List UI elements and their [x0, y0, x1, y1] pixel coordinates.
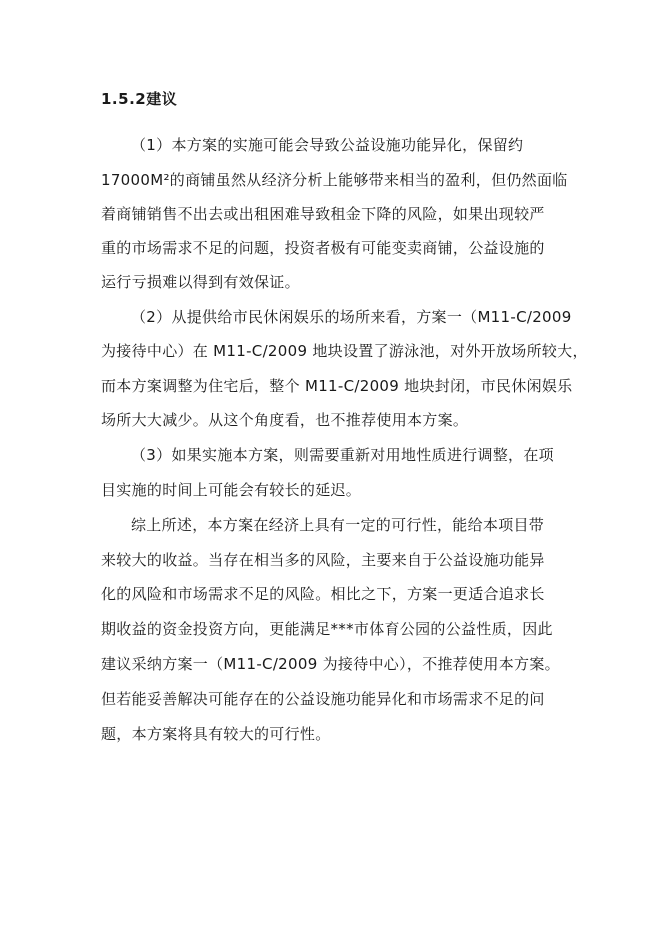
paragraph-1-line-2: 17000M²的商铺虽然从经济分析上能够带来相当的盈利，但仍然面临: [101, 171, 568, 189]
paragraph-4-line-2: 来较大的收益。当存在相当多的风险，主要来自于公益设施功能异: [101, 551, 545, 569]
paragraph-2-line-4: 场所大大减少。从这个角度看，也不推荐使用本方案。: [101, 411, 469, 429]
paragraph-1-line-4: 重的市场需求不足的问题，投资者极有可能变卖商铺，公益设施的: [101, 239, 545, 257]
paragraph-1-line-1: （1）本方案的实施可能会导致公益设施功能异化，保留约: [131, 136, 524, 154]
paragraph-4-line-3: 化的风险和市场需求不足的风险。相比之下，方案一更适合追求长: [101, 585, 545, 603]
paragraph-2-line-1: （2）从提供给市民休闲娱乐的场所来看，方案一（M11-C/2009: [131, 308, 572, 326]
paragraph-2-line-2: 为接待中心）在 M11-C/2009 地块设置了游泳池，对外开放场所较大，: [101, 342, 588, 360]
paragraph-1-line-5: 运行亏损难以得到有效保证。: [101, 273, 300, 291]
paragraph-1-line-3: 着商铺销售不出去或出租困难导致租金下降的风险，如果出现较严: [101, 205, 545, 223]
section-heading: 1.5.2建议: [101, 90, 178, 108]
paragraph-4-line-4: 期收益的资金投资方向，更能满足***市体育公园的公益性质，因此: [101, 620, 553, 638]
paragraph-4-line-1: 综上所述，本方案在经济上具有一定的可行性，能给本项目带: [131, 516, 545, 534]
paragraph-4-line-5: 建议采纳方案一（M11-C/2009 为接待中心），不推荐使用本方案。: [101, 655, 560, 673]
paragraph-4-line-7: 题，本方案将具有较大的可行性。: [101, 725, 331, 743]
paragraph-2-line-3: 而本方案调整为住宅后，整个 M11-C/2009 地块封闭，市民休闲娱乐: [101, 377, 573, 395]
paragraph-3-line-1: （3）如果实施本方案，则需要重新对用地性质进行调整，在项: [131, 446, 554, 464]
paragraph-3-line-2: 目实施的时间上可能会有较长的延迟。: [101, 481, 362, 499]
paragraph-4-line-6: 但若能妥善解决可能存在的公益设施功能异化和市场需求不足的问: [101, 690, 545, 708]
